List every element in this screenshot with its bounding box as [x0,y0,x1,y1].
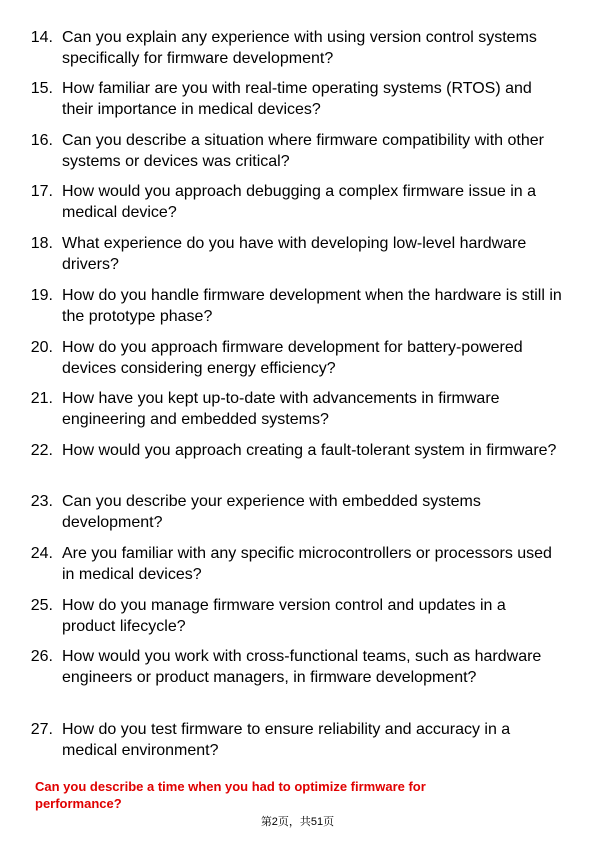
question-number: 26. [30,648,53,665]
question-text: How do you approach firmware development for battery-powered devices considering energy efficiency? [62,339,523,377]
question-text: How have you kept up-to-date with advancements in firmware engineering and embedded systems? [62,390,500,428]
question-number: 25. [30,597,53,614]
question-text: How do you test firmware to ensure reliability and accuracy in a medical environment? [62,721,511,759]
question-text: How do you manage firmware version control and updates in a product lifecycle? [62,597,506,635]
question-number: 14. [30,29,53,46]
question-text: Can you describe a situation where firmware compatibility with other systems or devices was critical? [62,132,544,170]
page-footer: 第2页，共51页 [260,816,335,828]
question-number: 19. [30,287,53,304]
question-number: 20. [30,339,53,356]
question-text: Are you familiar with any specific microcontrollers or processors used in medical devices? [62,545,552,583]
question-text: What experience do you have with developing low-level hardware drivers? [62,235,527,273]
question-text: Can you describe your experience with embedded systems development? [62,493,481,531]
question-number: 23. [30,493,53,510]
question-number: 17. [30,183,53,200]
question-number: 16. [30,132,53,149]
question-number: 27. [30,721,53,738]
question-number: 22. [30,442,53,459]
question-text: How familiar are you with real-time operating systems (RTOS) and their importance in medical devices? [62,80,532,118]
question-number: 21. [30,390,53,407]
question-number: 18. [30,235,53,252]
question-number: 15. [30,80,53,97]
question-text: How would you work with cross-functional teams, such as hardware engineers or product managers, in firmware development? [62,648,542,686]
question-text: How do you handle firmware development when the hardware is still in the prototype phase? [62,287,562,325]
question-text: How would you approach creating a fault-tolerant system in firmware? [62,442,557,459]
question-number: 24. [30,545,53,562]
highlighted-question: Can you describe a time when you had to optimize firmware for performance? [35,779,426,811]
question-text: Can you explain any experience with using version control systems specifically for firmware development? [62,29,537,67]
question-text: How would you approach debugging a complex firmware issue in a medical device? [62,183,537,221]
